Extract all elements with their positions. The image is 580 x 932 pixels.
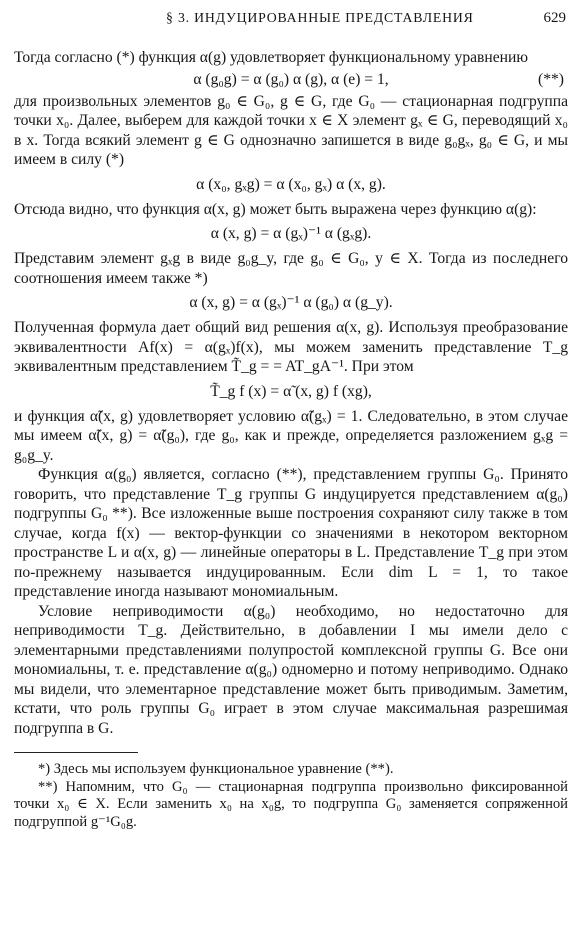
equation — [14, 377, 568, 407]
paragraph: Отсюда видно, что функция α(x, g) может быть выражена через функцию α(g): — [14, 200, 537, 218]
running-header — [14, 8, 568, 34]
footnotes — [14, 761, 568, 831]
equation-body: α (x, g) = α (gₓ)⁻¹ α (gₓg). — [210, 225, 372, 242]
equation — [14, 219, 568, 249]
paragraph: Условие неприводимости α(g₀) необходимо, но недостаточно для неприводимости T_g. Действительно, в добавлении I мы имели дело с элементарными представлениями полупростой комплексной группы G. Все они мономиальны, т. е. представление α(g₀) одномерно и потому неприводимо. Однако мы видели, что элементарное представление может быть приводимым. Заметим, кстати, что роль группы G₀ играет в этом случае максимальная разрешимая подгруппа в G. — [14, 602, 568, 737]
footnote-divider — [14, 752, 138, 753]
footnote: **) Напомним, что G₀ — стационарная подгруппа произвольно фиксированной точки x₀ ∈ X. Если заменить x₀ на x₀g, то подгруппа G₀ заменяется сопряженной подгруппой g⁻¹G₀g. — [14, 778, 568, 830]
footnote: *) Здесь мы используем функциональное уравнение (**). — [38, 761, 394, 777]
equation-body: α (x, g) = α (gₓ)⁻¹ α (g₀) α (g_y). — [189, 294, 393, 311]
page-number: 629 — [543, 10, 566, 26]
equation — [14, 288, 568, 318]
equation-body: T̃_g f (x) = α̃ (x, g) f (xg), — [210, 382, 372, 400]
equation-tag: (**) — [538, 70, 564, 88]
equation-body: α (x₀, gₓg) = α (x₀, gₓ) α (x, g). — [196, 175, 386, 193]
section-title: § 3. ИНДУЦИРОВАННЫЕ ПРЕДСТАВЛЕНИЯ — [166, 10, 474, 25]
paragraph: для произвольных элементов g₀ ∈ G₀, g ∈ G, где G₀ — стационарная подгруппа точки x₀. Далее, выберем для каждой точки x ∈ X элемент gₓ ∈ G, переводящий x₀ в x. Тогда всякий элемент g ∈ G однозначно запишется в виде g₀gₓ, g₀ ∈ G, и мы имеем в силу (*) — [14, 92, 568, 168]
equation-body: α (g₀g) = α (g₀) α (g), α (e) = 1, — [193, 70, 389, 88]
paragraph: Представим элемент gₓg в виде g₀g_y, где g₀ ∈ G₀, y ∈ X. Тогда из последнего соотношения имеем также *) — [14, 250, 568, 287]
main-text — [14, 48, 568, 738]
paragraph: Функция α(g₀) является, согласно (**), представлением группы G₀. Принято говорить, что представление T_g группы G индуцируется представлением α(g₀) подгруппы G₀ **). Все изложенные выше построения сохраняют силу также в том случае, когда f(x) — вектор-функции со значениями в некотором векторном пространстве L и α(x, g) — линейные операторы в L. Представление T_g при этом по-прежнему называется индуцированным. Если dim L = 1, то такое представление иногда называют мономиальным. — [14, 466, 568, 600]
paragraph: Тогда согласно (*) функция α(g) удовлетворяет функциональному уравнению — [14, 49, 529, 66]
equation — [14, 170, 568, 200]
paragraph: и функция α̃(x, g) удовлетворяет условию α̃(gₓ) = 1. Следовательно, в этом случае мы имеем α̃(x, g) = α̃(g₀), где g₀, как и прежде, определяется разложением gₓg = g₀g_y. — [14, 407, 568, 464]
equation-functional — [14, 68, 568, 92]
paragraph: Полученная формула дает общий вид решения α(x, g). Используя преобразование эквивалентности Af(x) = α(gₓ)f(x), мы можем заменить представление T_g эквивалентным представлением T̃_g = = AT_gA⁻¹. При этом — [14, 319, 568, 375]
